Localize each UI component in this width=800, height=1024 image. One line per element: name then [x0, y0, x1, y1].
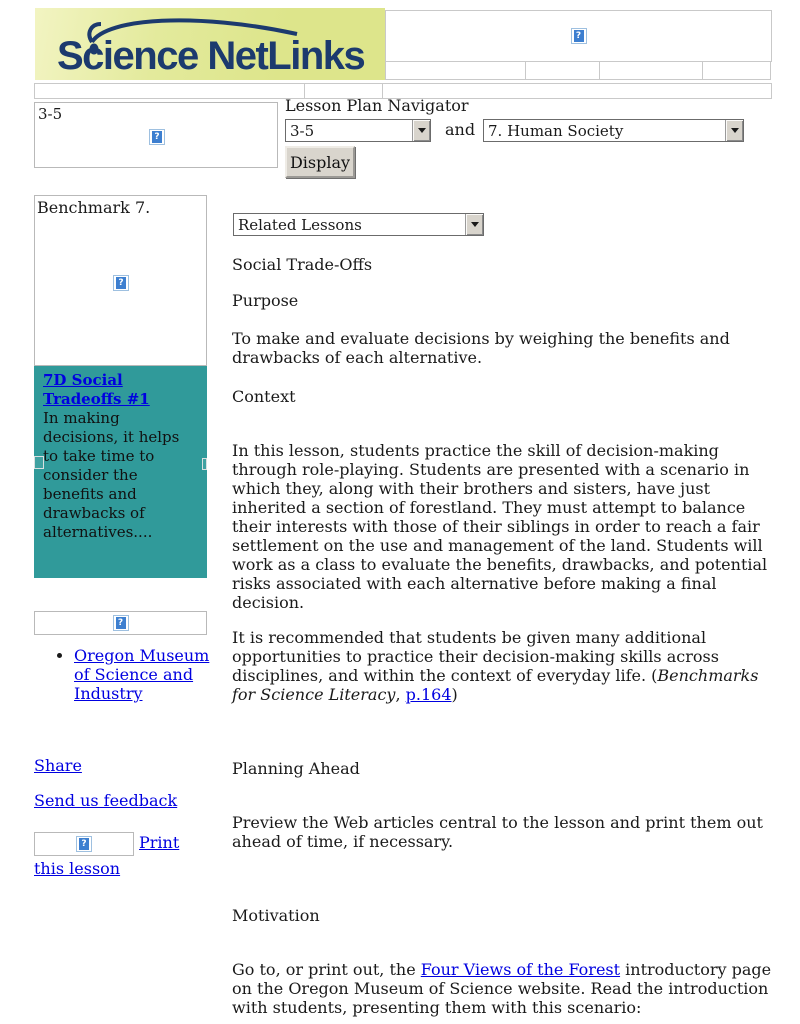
share-link[interactable]: Share	[34, 756, 82, 775]
planning-heading: Planning Ahead	[232, 759, 360, 778]
header-bottom-cell	[34, 83, 305, 99]
feedback-section	[34, 791, 177, 810]
share-section	[34, 756, 82, 775]
lesson-card	[34, 366, 207, 578]
header-nav-row	[385, 61, 772, 80]
broken-image-icon: ?	[571, 28, 587, 44]
chevron-down-icon[interactable]	[465, 214, 483, 235]
site-logo[interactable]	[35, 8, 385, 80]
broken-image-icon: ?	[149, 129, 165, 145]
book-title-italic: Benchmarks for Science Literacy	[232, 666, 759, 704]
recommendation-separator: ,	[395, 685, 406, 704]
chevron-down-icon[interactable]	[725, 120, 743, 141]
sidebar-banner-box	[34, 611, 207, 635]
broken-image-icon: ?	[113, 275, 129, 291]
and-label: and	[445, 120, 476, 139]
lesson-link[interactable]: 7D Social Tradeoffs #1	[43, 371, 150, 408]
list-item	[74, 646, 224, 703]
header-nav-cell	[599, 61, 703, 80]
header-banner-cell	[385, 10, 772, 62]
page-title: Social Trade-Offs	[232, 255, 373, 274]
broken-image-icon: ?	[113, 615, 129, 631]
four-views-link[interactable]: Four Views of the Forest	[420, 960, 621, 979]
recommendation-close: )	[451, 685, 458, 704]
benchmark-select-value: 7. Human Society	[488, 121, 624, 140]
display-button[interactable]: Display	[285, 146, 355, 178]
logo-text: Science NetLinks	[57, 34, 365, 78]
recommendation-text: It is recommended that students be given many additional opportunities to practice their decision-making skills across disciplines, and within the context of everyday life. (	[232, 628, 719, 685]
lesson-description: In making decisions, it helps to take time to consider the benefits and drawbacks of alternatives....	[43, 409, 180, 541]
motivation-text-after: introductory page on the Oregon Museum of Science website. Read the introduction with students, presenting them with this scenario:	[232, 960, 772, 1017]
museum-link[interactable]: Oregon Museum of Science and Industry	[74, 646, 210, 703]
resource-list	[34, 646, 224, 703]
print-section	[34, 830, 186, 882]
broken-image-icon	[34, 456, 44, 469]
header-nav-cell	[525, 61, 600, 80]
grade-select[interactable]	[285, 119, 431, 142]
related-lessons-select[interactable]	[233, 213, 484, 236]
context-heading: Context	[232, 387, 296, 406]
benchmark-label: Benchmark 7.	[37, 198, 151, 217]
benchmark-select[interactable]	[483, 119, 744, 142]
purpose-paragraph: To make and evaluate decisions by weighing the benefits and drawbacks of each alternative.	[232, 329, 730, 367]
print-lesson-link[interactable]: Print this lesson	[34, 833, 180, 878]
planning-paragraph: Preview the Web articles central to the lesson and print them out ahead of time, if necessary.	[232, 813, 763, 851]
benchmark-box	[34, 195, 207, 366]
context-paragraph: In this lesson, students practice the skill of decision-making through role-playing. Students are presented with a scenario in which they, along with their brothers and sisters, have just inherited a section of forestland. They must attempt to balance their interests with those of their siblings in order to reach a fair settlement on the use and management of the land. Students will work as a class to evaluate the benefits, drawbacks, and potential risks associated with each alternative before making a final decision.	[232, 441, 768, 612]
broken-image-icon: ?	[76, 836, 92, 852]
grade-select-value: 3-5	[290, 121, 315, 140]
header-nav-cell	[385, 61, 526, 80]
motivation-paragraph	[232, 960, 778, 1017]
chevron-down-icon[interactable]	[412, 120, 430, 141]
navigator-title: Lesson Plan Navigator	[285, 96, 469, 115]
grade-banner-box	[34, 102, 278, 168]
grade-label: 3-5	[38, 105, 63, 123]
broken-image-icon	[202, 458, 207, 470]
motivation-heading: Motivation	[232, 906, 320, 925]
header-nav-cell	[702, 61, 771, 80]
motivation-text: Go to, or print out, the	[232, 960, 421, 979]
send-feedback-link[interactable]: Send us feedback	[34, 791, 178, 810]
page-164-link[interactable]: p.164	[405, 685, 452, 704]
related-lessons-value: Related Lessons	[238, 215, 362, 234]
printer-image-box	[34, 832, 134, 856]
purpose-heading: Purpose	[232, 291, 299, 310]
recommendation-paragraph	[232, 628, 778, 704]
